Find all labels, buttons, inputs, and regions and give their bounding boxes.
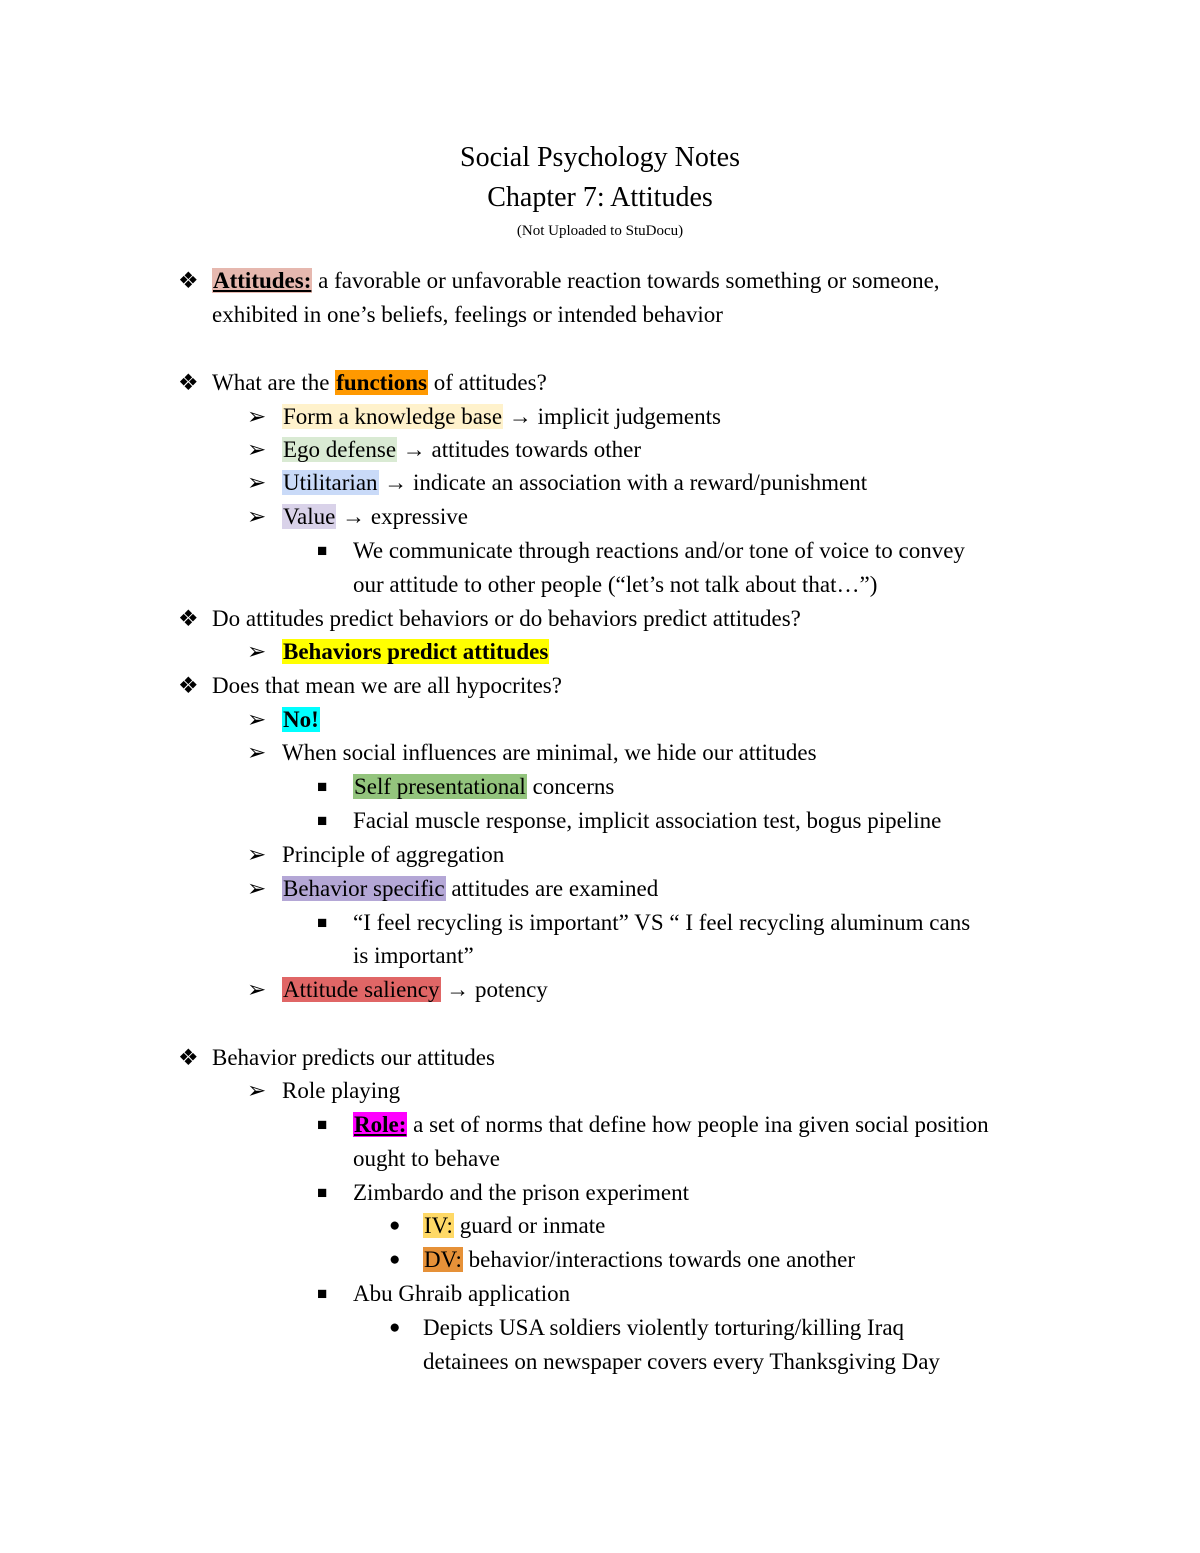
square-bullet-icon: ■	[317, 1284, 328, 1303]
square-bullet-icon: ■	[317, 811, 328, 830]
square-bullet-icon: ■	[317, 777, 328, 796]
highlighted-term: Utilitarian	[283, 470, 378, 495]
note-line	[178, 671, 562, 701]
note-text: Principle of aggregation	[282, 842, 505, 867]
note-line	[317, 806, 942, 836]
note-line	[247, 435, 642, 465]
note-line	[247, 874, 659, 904]
note-text: detainees on newspaper covers every Thanksgiving Day	[423, 1349, 940, 1374]
note-line	[389, 1211, 606, 1241]
note-line	[247, 1076, 401, 1106]
note-line	[317, 1279, 571, 1309]
highlighted-term: functions	[336, 370, 427, 395]
arrowhead-bullet-icon: ➢	[247, 740, 267, 765]
note-text: concerns	[526, 774, 615, 799]
note-line	[423, 1347, 940, 1377]
note-line	[317, 908, 971, 938]
arrowhead-bullet-icon: ➢	[247, 404, 267, 429]
note-line	[212, 300, 723, 330]
note-line	[317, 1110, 989, 1140]
highlighted-term: IV:	[424, 1213, 453, 1238]
note-line	[247, 502, 468, 532]
note-text: “I feel recycling is important” VS “ I feel recycling aluminum cans	[353, 910, 971, 935]
note-line	[247, 402, 721, 432]
note-text: When social influences are minimal, we hide our attitudes	[282, 740, 817, 765]
note-text: a favorable or unfavorable reaction towards something or someone,	[312, 268, 940, 293]
note-text: Zimbardo and the prison experiment	[353, 1180, 689, 1205]
note-text: We communicate through reactions and/or tone of voice to convey	[353, 538, 965, 563]
note-text: attitudes are examined	[445, 876, 659, 901]
diamond-bullet-icon: ❖	[178, 268, 199, 293]
circle-bullet-icon: ●	[389, 1215, 401, 1236]
highlighted-term: Role:	[354, 1112, 407, 1137]
upload-note: (Not Uploaded to StuDocu)	[516, 223, 684, 239]
note-line	[178, 368, 547, 398]
note-line	[247, 840, 505, 870]
note-text: Does that mean we are all hypocrites?	[212, 673, 562, 698]
highlighted-term: No!	[283, 707, 319, 732]
note-text: ought to behave	[353, 1146, 500, 1171]
arrowhead-bullet-icon: ➢	[247, 876, 267, 901]
diamond-bullet-icon: ❖	[178, 1045, 199, 1070]
square-bullet-icon: ■	[317, 541, 328, 560]
note-line	[247, 975, 548, 1005]
note-text: our attitude to other people (“let’s not talk about that…”)	[353, 572, 878, 597]
highlighted-term: Attitudes:	[213, 268, 312, 293]
arrowhead-bullet-icon: ➢	[247, 504, 267, 529]
note-text: What are the	[212, 370, 336, 395]
highlighted-term: Behavior specific	[283, 876, 445, 901]
note-text: → expressive	[336, 504, 468, 529]
note-line	[247, 738, 817, 768]
highlighted-term: Ego defense	[283, 437, 397, 462]
note-line	[353, 1144, 500, 1174]
arrowhead-bullet-icon: ➢	[247, 707, 267, 732]
note-text: guard or inmate	[453, 1213, 606, 1238]
note-text: Role playing	[282, 1078, 401, 1103]
note-text: → implicit judgements	[503, 404, 721, 429]
note-line	[247, 468, 868, 498]
highlighted-term: Value	[283, 504, 336, 529]
highlighted-term: Self presentational	[354, 774, 526, 799]
highlighted-term: DV:	[424, 1247, 462, 1272]
arrowhead-bullet-icon: ➢	[247, 977, 267, 1002]
note-line	[178, 266, 940, 296]
note-text: → indicate an association with a reward/punishment	[378, 470, 868, 495]
circle-bullet-icon: ●	[389, 1317, 401, 1338]
highlighted-term: Behaviors predict attitudes	[283, 639, 549, 664]
note-text: of attitudes?	[427, 370, 547, 395]
note-text: behavior/interactions towards one another	[462, 1247, 856, 1272]
diamond-bullet-icon: ❖	[178, 606, 199, 631]
arrowhead-bullet-icon: ➢	[247, 1078, 267, 1103]
arrowhead-bullet-icon: ➢	[247, 639, 267, 664]
note-line	[317, 772, 615, 802]
note-text: Facial muscle response, implicit association test, bogus pipeline	[353, 808, 942, 833]
note-text: Depicts USA soldiers violently torturing/killing Iraq	[423, 1315, 905, 1340]
square-bullet-icon: ■	[317, 913, 328, 932]
note-line	[353, 570, 877, 600]
note-text: → potency	[440, 977, 548, 1002]
note-line	[178, 604, 801, 634]
note-text: Do attitudes predict behaviors or do behaviors predict attitudes?	[212, 606, 801, 631]
note-line	[353, 941, 474, 971]
note-text: is important”	[353, 943, 474, 968]
chapter-title: Chapter 7: Attitudes	[487, 182, 713, 213]
note-line	[317, 536, 965, 566]
note-text: Abu Ghraib application	[353, 1281, 571, 1306]
arrowhead-bullet-icon: ➢	[247, 470, 267, 495]
document-title: Social Psychology Notes	[460, 142, 740, 173]
note-line	[247, 705, 320, 735]
note-line	[178, 1043, 495, 1073]
diamond-bullet-icon: ❖	[178, 673, 199, 698]
highlighted-term: Attitude saliency	[283, 977, 440, 1002]
note-text: exhibited in one’s beliefs, feelings or intended behavior	[212, 302, 723, 327]
note-line	[389, 1313, 905, 1343]
note-line	[389, 1245, 856, 1275]
arrowhead-bullet-icon: ➢	[247, 842, 267, 867]
square-bullet-icon: ■	[317, 1183, 328, 1202]
note-line	[317, 1178, 689, 1208]
diamond-bullet-icon: ❖	[178, 370, 199, 395]
note-text: Behavior predicts our attitudes	[212, 1045, 495, 1070]
highlighted-term: Form a knowledge base	[283, 404, 503, 429]
arrowhead-bullet-icon: ➢	[247, 437, 267, 462]
note-line	[247, 637, 549, 667]
square-bullet-icon: ■	[317, 1115, 328, 1134]
note-text: a set of norms that define how people ina given social position	[407, 1112, 989, 1137]
circle-bullet-icon: ●	[389, 1249, 401, 1270]
note-text: → attitudes towards other	[397, 437, 642, 462]
